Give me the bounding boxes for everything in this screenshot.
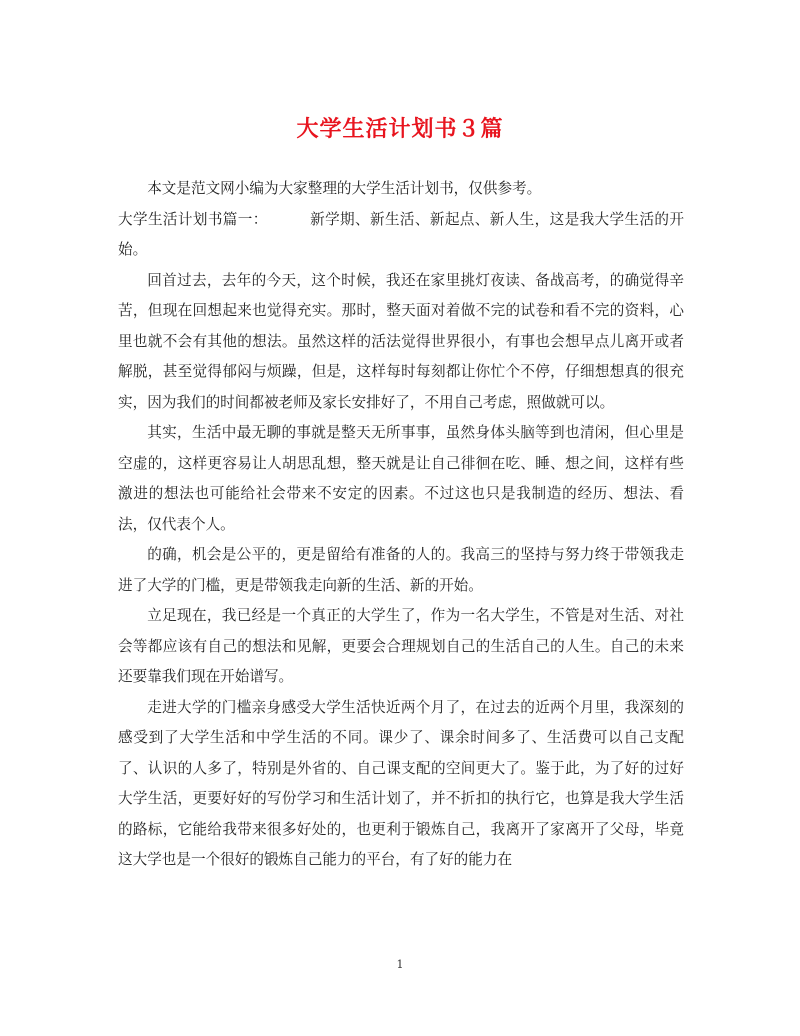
intro-paragraph: 本文是范文网小编为大家整理的大学生活计划书，仅供参考。 [147, 180, 542, 197]
paragraph-5: 走进大学的门槛亲身感受大学生活快近两个月了，在过去的近两个月里，我深刻的感受到了大学生活和中学生活的不同。课少了、课余时间多了、生活费可以自己支配了、认识的人多了，特别是外省的、自己课支配的空间更大了。鉴于此，为了好的过好大学生活，更要好好的写份学习和生活计划了，并不折扣的执行它，也算是我大学生活的路标，它能给我带来很多好处的，也更利于锻炼自己，我离开了家离开了父母，毕竟这大学也是一个很好的锻炼自己能力的平台，有了好的能力在 [118, 698, 684, 868]
paragraph-4: 立足现在，我已经是一个真正的大学生了，作为一名大学生，不管是对生活、对社会等都应该有自己的想法和见解，更要会合理规划自己的生活自己的人生。自己的未来还要靠我们现在开始谱写。 [118, 607, 684, 685]
section-opening: 新学期、新生活、新起点、新人生，这是我大学生活的开始。 [118, 210, 684, 258]
page-title: 大学生活计划书３篇 [296, 116, 504, 142]
page-number: 1 [396, 958, 404, 971]
paragraph-3: 的确，机会是公平的，更是留给有准备的人的。我高三的坚持与努力终于带领我走进了大学的门槛，更是带领我走向新的生活、新的开始。 [118, 546, 684, 594]
paragraph-2: 其实，生活中最无聊的事就是整天无所事事，虽然身体头脑等到也清闲，但心里是空虚的，这样更容易让人胡思乱想，整天就是让自己徘徊在吃、睡、想之间，这样有些激进的想法也可能给社会带来不安定的因素。不过这也只是我制造的经历、想法、看法，仅代表个人。 [118, 424, 684, 533]
paragraph-1: 回首过去，去年的今天，这个时候，我还在家里挑灯夜读、备战高考，的确觉得辛苦，但现在回想起来也觉得充实。那时，整天面对着做不完的试卷和看不完的资料，心里也就不会有其他的想法。虽然这样的活法觉得世界很小，有事也会想早点儿离开或者解脱，甚至觉得郁闷与烦躁，但是，这样每时每刻都让你忙个不停，仔细想想真的很充实，因为我们的时间都被老师及家长安排好了，不用自己考虑，照做就可以。 [118, 271, 684, 411]
document-body [118, 174, 684, 876]
section-heading: 大学生活计划书篇一： [118, 210, 268, 228]
section-heading-paragraph [118, 205, 684, 266]
